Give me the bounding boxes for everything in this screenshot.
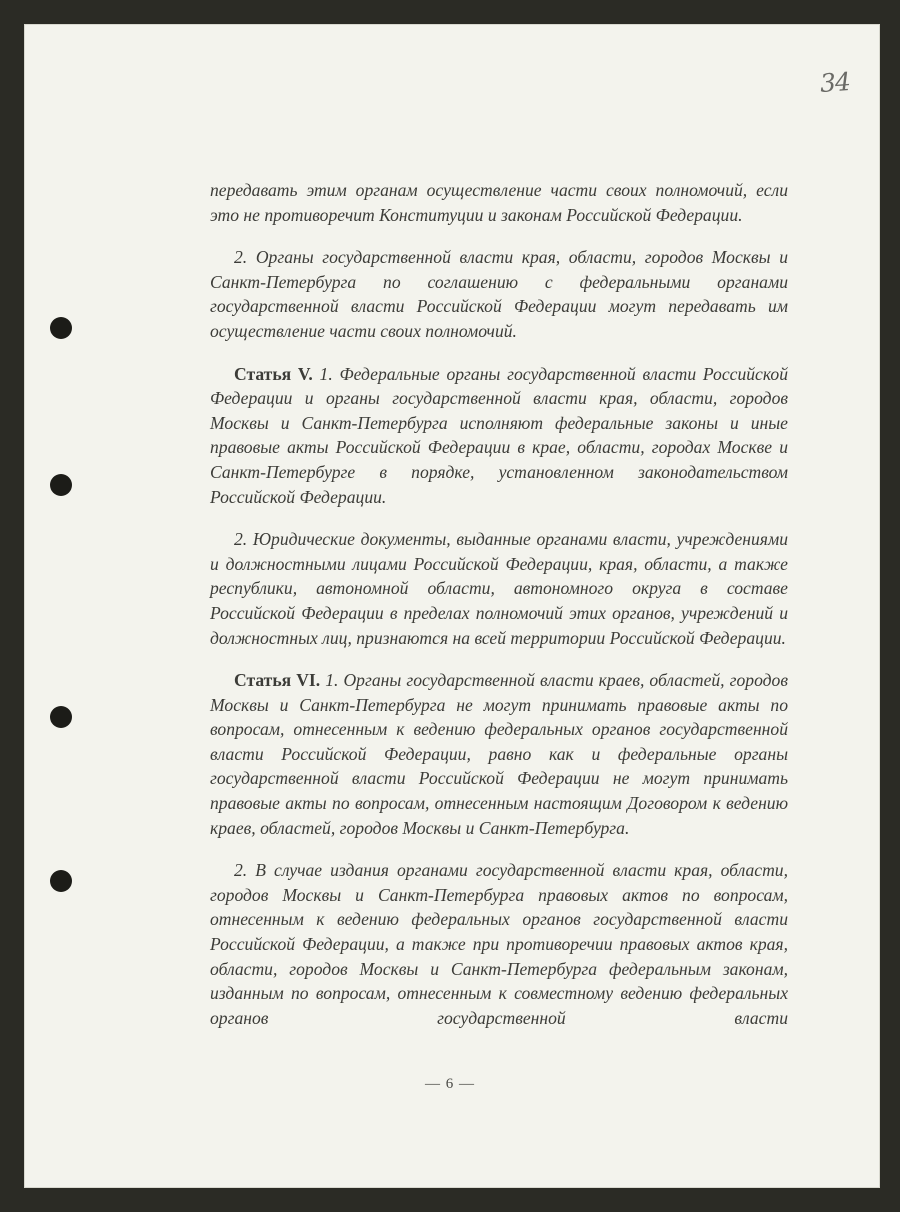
- paragraph-1: [210, 245, 788, 343]
- document-body: [210, 178, 788, 1048]
- punch-hole: [50, 474, 72, 496]
- paragraph-text: 2. В случае издания органами государственной власти края, области, городов Москвы и Санкт-Петербурга правовых актов по вопросам, отнесенным к ведению федеральных органов государственной власти Российской Федерации, а также при противоречии правовых актов края, области, городов Москвы и Санкт-Петербурга федеральным законам, изданным по вопросам, отнесенным к совместному ведению федеральных органов государственной власти: [210, 860, 788, 1028]
- article-heading: Статья V.: [234, 363, 313, 384]
- punch-hole: [50, 317, 72, 339]
- paragraph-2: [210, 362, 788, 510]
- paragraph-text: 1. Федеральные органы государственной власти Российской Федерации и органы государственной власти края, области, городов Москвы и Санкт-Петербурга исполняют федеральные законы и иные правовые акты Российской Федерации в крае, области, городах Москве и Санкт-Петербурге в порядке, установленном законодательством Российской Федерации.: [210, 363, 788, 507]
- paragraph-text: передавать этим органам осуществление части своих полномочий, если это не противоречит Конституции и законам Российской Федерации.: [210, 180, 788, 225]
- document-page: [24, 24, 880, 1188]
- paragraph-0: [210, 178, 788, 227]
- paragraph-5: [210, 858, 788, 1030]
- paragraph-text: 1. Органы государственной власти краев, областей, городов Москвы и Санкт-Петербурга не могут принимать правовые акты по вопросам, отнесенным к ведению федеральных органов государственной власти Российской Федерации, равно как и федеральные органы государственной власти Российской Федерации не могут принимать правовые акты по вопросам, отнесенным настоящим Договором к ведению краев, областей, городов Москвы и Санкт-Петербурга.: [210, 670, 788, 838]
- paragraph-3: [210, 527, 788, 650]
- paragraph-text: 2. Юридические документы, выданные органами власти, учреждениями и должностными лицами Российской Федерации, края, области, а также республики, автономной области, автономного округа в составе Российской Федерации в пределах полномочий этих органов, учреждений и должностных лиц, признаются на всей территории Российской Федерации.: [210, 529, 788, 648]
- article-heading: Статья VI.: [234, 670, 321, 691]
- paragraph-text: 2. Органы государственной власти края, области, городов Москвы и Санкт-Петербурга по соглашению с федеральными органами государственной власти Российской Федерации могут передавать им осуществление части своих полномочий.: [210, 247, 788, 341]
- handwritten-folio-number: 34: [819, 66, 851, 99]
- page-number: — 6 —: [425, 1076, 475, 1092]
- punch-hole: [50, 870, 72, 892]
- paragraph-4: [210, 668, 788, 840]
- punch-hole: [50, 706, 72, 728]
